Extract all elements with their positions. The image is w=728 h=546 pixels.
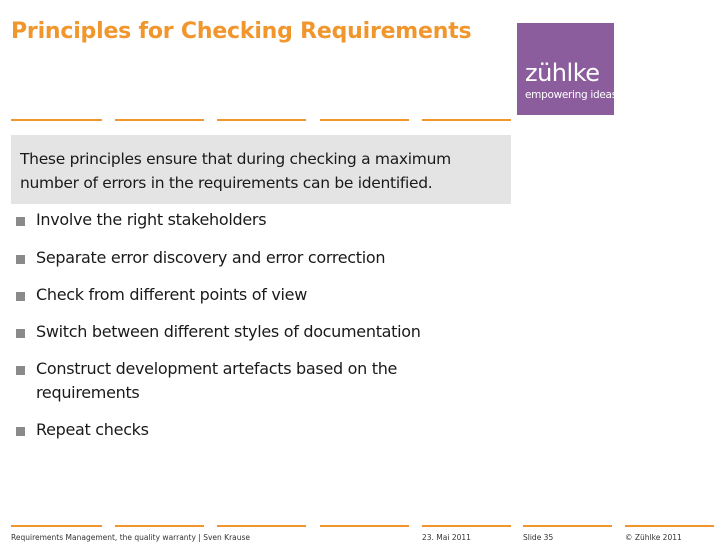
- bullet-square-icon: [16, 329, 25, 338]
- bullet-text: Involve the right stakeholders: [36, 210, 267, 229]
- intro-line: number of errors in the requirements can be identified.: [20, 174, 433, 192]
- bullet-text: Construct development artefacts based on the: [36, 359, 398, 378]
- bullet-square-icon: [16, 217, 25, 226]
- bullet-text: requirements: [36, 383, 140, 402]
- footer-rule: [217, 525, 306, 527]
- logo-tagline: empowering ideas: [525, 89, 617, 101]
- logo-wordmark: zühlke: [525, 59, 600, 87]
- footer-rule: [625, 525, 714, 527]
- bullet-text: Repeat checks: [36, 420, 149, 439]
- footer-rule: [320, 525, 409, 527]
- footer-rule: [422, 525, 511, 527]
- bullet-text: Separate error discovery and error correction: [36, 248, 386, 267]
- intro-line: These principles ensure that during checking a maximum: [20, 150, 451, 168]
- footer-copyright: © Zühlke 2011: [625, 533, 682, 542]
- footer-rule: [11, 525, 102, 527]
- bullet-square-icon: [16, 366, 25, 375]
- header-rule: [11, 119, 102, 121]
- header-rule: [217, 119, 306, 121]
- bullet-square-icon: [16, 292, 25, 301]
- bullet-square-icon: [16, 427, 25, 436]
- footer-course: Requirements Management, the quality warranty | Sven Krause: [11, 533, 251, 542]
- footer-rule: [115, 525, 204, 527]
- slide-title: Principles for Checking Requirements: [11, 19, 472, 44]
- zuhlke-logo: [517, 23, 617, 115]
- footer-slide-number: Slide 35: [523, 533, 554, 542]
- bullet-text: Switch between different styles of documentation: [36, 322, 421, 341]
- intro-box: [11, 135, 511, 204]
- bullet-square-icon: [16, 255, 25, 264]
- footer-date: 23. Mai 2011: [422, 533, 471, 542]
- header-rule: [422, 119, 511, 121]
- footer-rule: [523, 525, 612, 527]
- header-rule: [115, 119, 204, 121]
- bullet-text: Check from different points of view: [36, 285, 307, 304]
- header-rule: [320, 119, 409, 121]
